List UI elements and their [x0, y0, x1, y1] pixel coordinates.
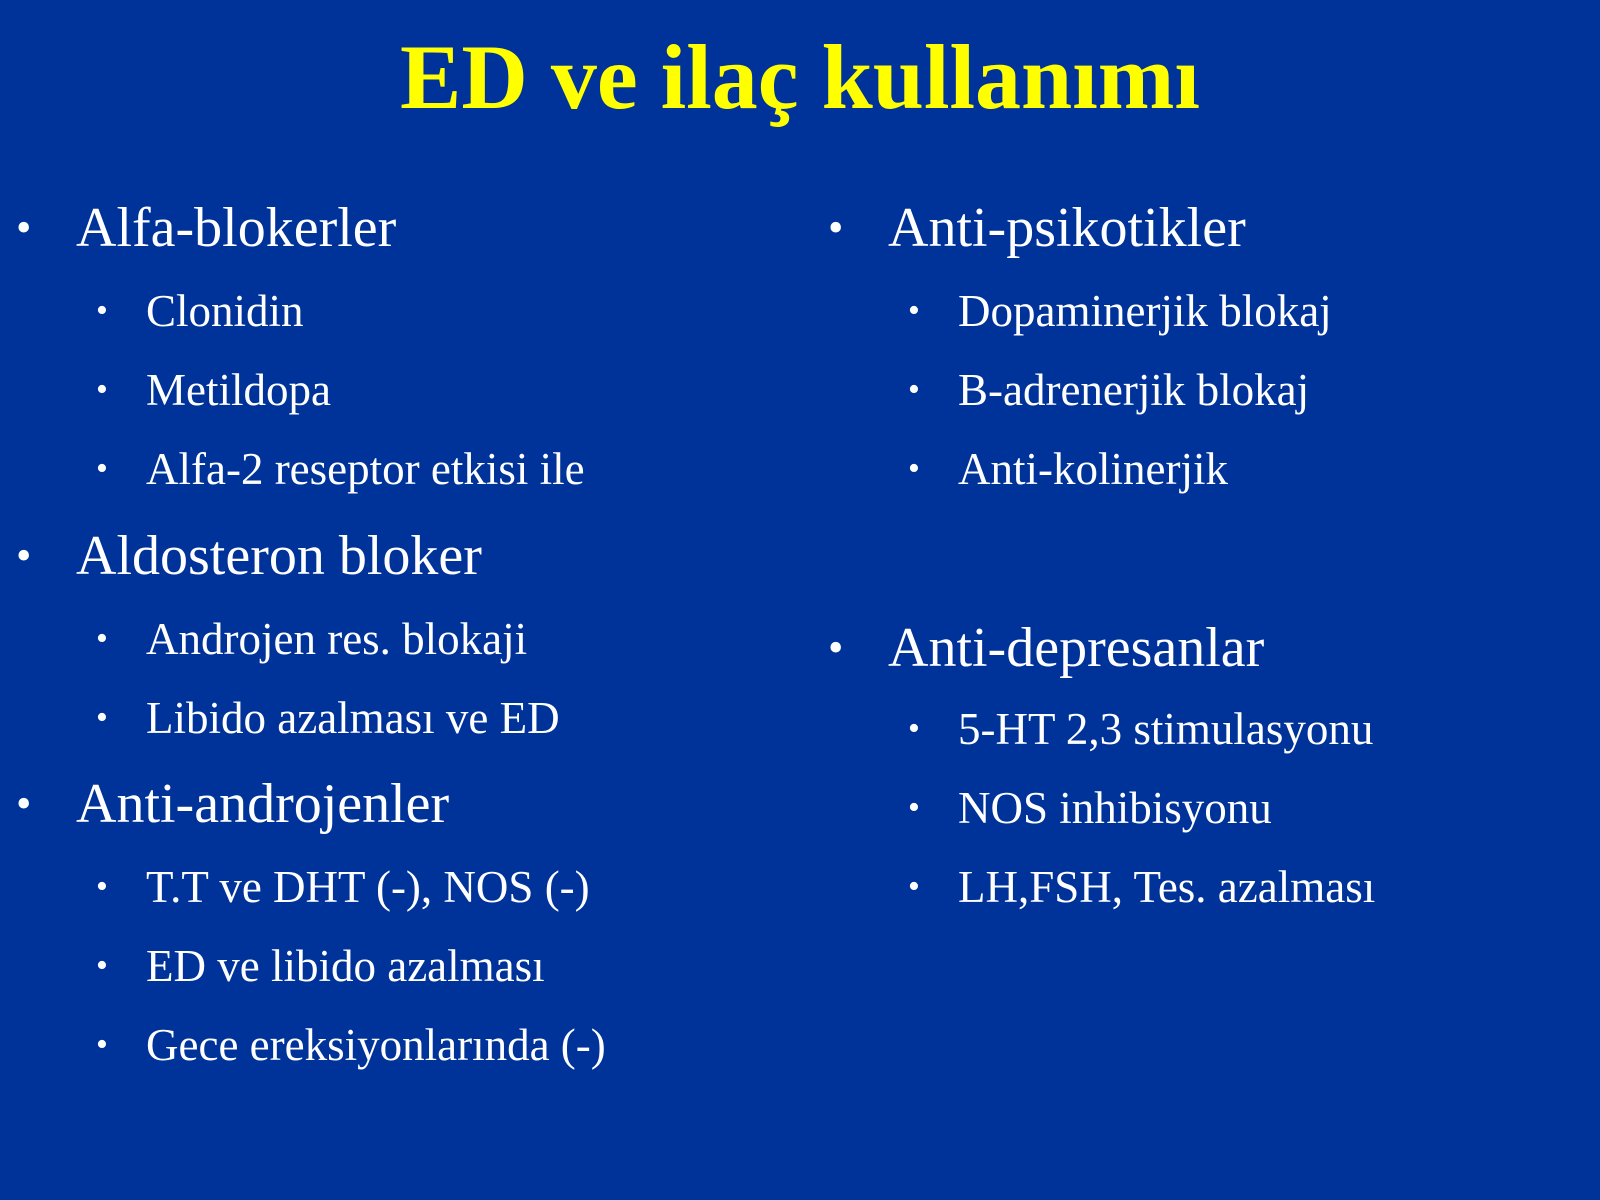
sub-bullet-label: Clonidin: [146, 286, 304, 336]
sub-bullet-label: Anti-kolinerjik: [958, 444, 1228, 494]
bullet-icon: •: [16, 779, 32, 828]
sub-bullet-label: Androjen res. blokaji: [146, 614, 528, 664]
bullet-icon: •: [908, 450, 920, 487]
sub-bullet-label: Alfa-2 reseptor etkisi ile: [146, 444, 585, 494]
bullet-icon: •: [828, 623, 844, 672]
sub-bullet-label: LH,FSH, Tes. azalması: [958, 862, 1376, 912]
bullet-icon: •: [96, 292, 108, 329]
bullet-icon: •: [96, 868, 108, 905]
bullet-label: Anti-androjenler: [76, 773, 450, 835]
bullet-icon: •: [96, 947, 108, 984]
sub-bullet-label: NOS inhibisyonu: [958, 783, 1272, 833]
bullet-label: Aldosteron bloker: [76, 525, 482, 587]
bullet-icon: •: [908, 789, 920, 826]
bullet-icon: •: [16, 531, 32, 580]
bullet-icon: •: [908, 868, 920, 905]
bullet-icon: •: [908, 710, 920, 747]
bullet-icon: •: [96, 450, 108, 487]
sub-bullet-label: 5-HT 2,3 stimulasyonu: [958, 704, 1374, 754]
bullet-label: Alfa-blokerler: [76, 197, 397, 259]
sub-bullet-label: T.T ve DHT (-), NOS (-): [146, 862, 590, 912]
bullet-icon: •: [828, 203, 844, 252]
bullet-icon: •: [96, 620, 108, 657]
sub-bullet-label: B-adrenerjik blokaj: [958, 365, 1310, 415]
slide-title: ED ve ilaç kullanımı: [400, 26, 1200, 128]
sub-bullet-label: Metildopa: [146, 365, 331, 415]
sub-bullet-label: ED ve libido azalması: [146, 941, 545, 991]
bullet-label: Anti-depresanlar: [888, 617, 1265, 679]
sub-bullet-label: Dopaminerjik blokaj: [958, 286, 1332, 336]
bullet-icon: •: [908, 292, 920, 329]
bullet-icon: •: [96, 1026, 108, 1063]
bullet-icon: •: [96, 371, 108, 408]
sub-bullet-label: Gece ereksiyonlarında (-): [146, 1020, 606, 1070]
bullet-icon: •: [96, 699, 108, 736]
bullet-icon: •: [16, 203, 32, 252]
bullet-icon: •: [908, 371, 920, 408]
bullet-label: Anti-psikotikler: [888, 197, 1246, 259]
sub-bullet-label: Libido azalması ve ED: [146, 693, 560, 743]
